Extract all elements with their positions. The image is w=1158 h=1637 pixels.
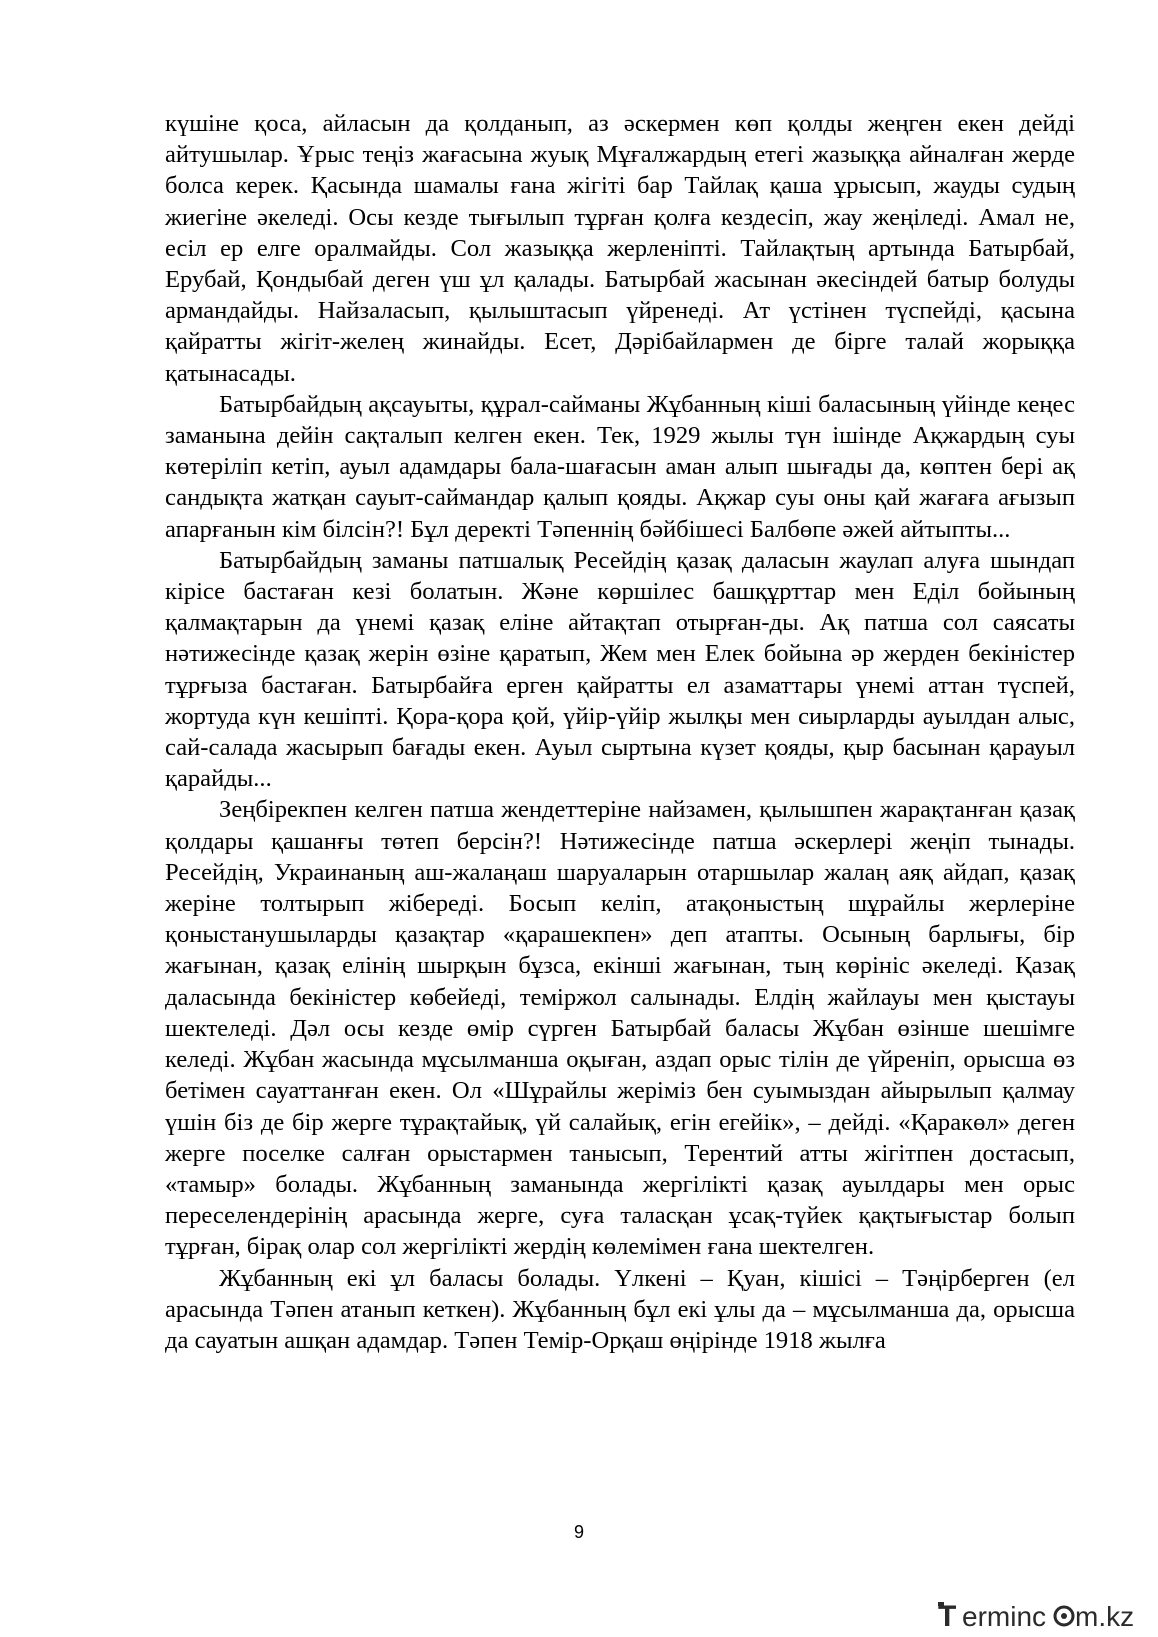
svg-text:erminc: erminc: [962, 1601, 1047, 1632]
svg-text:m.kz: m.kz: [1075, 1601, 1135, 1632]
document-body: [165, 108, 1075, 1356]
paragraph-2: Батырбайдың ақсауыты, құрал-сайманы Жұбанның кіші баласының үйінде кеңес заманына дейін сақталып келген екен. Тек, 1929 жылы түн ішінде Ақжардың суы көтеріліп кетіп, ауыл адамдары бала-шағасын аман алып шығады да, көптен бері ақ сандықта жатқан сауыт-саймандар қалып қояды. Ақжар суы оны қай жағаға ағызып апарғанын кім білсін?! Бұл деректі Тәпеннің бәйбішесі Балбөпе әжей айтыпты...: [165, 390, 1075, 543]
paragraph-4: Зеңбірекпен келген патша жендеттеріне найзамен, қылышпен жарақтанған қазақ қолдары қашанғы төтеп берсін?! Нәтижесінде патша әскерлері жеңіп тынады. Ресейдің, Украинаның аш-жалаңаш шаруаларын отаршылар жалаң аяқ айдап, қазақ жеріне толтырып жібереді. Босып келіп, атақоныстың шұрайлы жерлеріне қоныстанушыларды қазақтар «қарашекпен» деп атапты. Осының барлығы, бір жағынан, қазақ елінің шырқын бұзса, екінші жағынан, тың көрініс әкеледі. Қазақ даласында бекіністер көбейеді, теміржол салынады. Елдің жайлауы мен қыстауы шектеледі. Дәл осы кезде өмір сүрген Батырбай баласы Жұбан өзінше шешімге келеді. Жұбан жасында мұсылманша оқыған, аздап орыс тілін де үйреніп, орысша өз бетімен сауаттанған екен. Ол «Шұрайлы жеріміз бен суымыздан айырылып қалмау үшін біз де бір жерге тұрақтайық, үй салайық, егін егейік», – дейді. «Қаракөл» деген жерге поселке салған орыстармен танысып, Терентий атты жігітпен достасып, «тамыр» болады. Жұбанның заманында жергілікті қазақ ауылдары мен орыс переселендерінің арасында жерге, суға таласқан ұсақ-түйек қақтығыстар болып тұрған, бірақ олар сол жергілікті жердің көлемімен ғана шектелген.: [165, 796, 1075, 1261]
page-number: 9: [573, 1522, 584, 1542]
paragraph-1: күшіне қоса, айласын да қолданып, аз әскермен көп қолды жеңген екен дейді айтушылар. Ұрыс теңіз жағасына жуық Мұғалжардың етегі жазыққа айналған жерде болса керек. Қасында шамалы ғана жігіті бар Тайлақ қаша ұрысып, жауды судың жиегіне әкеледі. Осы кезде тығылып тұрған қолға кездесіп, жау жеңіледі. Амал не, есіл ер елге оралмайды. Сол жазыққа жерленіпті. Тайлақтың артында Батырбай, Ерубай, Қондыбай деген үш ұл қалады. Батырбай жасынан әкесіндей батыр болуды армандайды. Найзаласып, қылыштасып үйренеді. Ат үстінен түспейді, қасына қайратты жігіт-желең жинайды. Есет, Дәрібайлармен де бірге талай жорыққа қатынасады.: [165, 110, 1075, 387]
svg-text:T: T: [938, 1600, 957, 1633]
termincom-logo-icon: [938, 1596, 1148, 1634]
paragraph-3: Батырбайдың заманы патшалық Ресейдің қазақ даласын жаулап алуға шындап кірісе бастаған кезі болатын. Және көршілес башқұрттар мен Еділ бойының қалмақтарын да үнемі қазақ еліне айтақтап отырған-ды. Ақ патша сол саясаты нәтижесінде қазақ жерін өзіне қаратып, Жем мен Елек бойына әр жерден бекіністер тұрғыза бастаған. Батырбайға ерген қайратты ел азаматтары үнемі аттан түспей, жортуда күн кешіпті. Қора-қора қой, үйір-үйір жылқы мен сиырларды ауылдан алыс, сай-салада жасырып бағады екен. Ауыл сыртына күзет қояды, қыр басынан қарауыл қарайды...: [165, 546, 1075, 793]
paragraph-5: Жұбанның екі ұл баласы болады. Үлкені – Қуан, кішісі – Тәңірберген (ел арасында Тәпен атанып кеткен). Жұбанның бұл екі ұлы да – мұсылманша да, орысша да сауатын ашқан адамдар. Тәпен Темір-Орқаш өңірінде 1918 жылға: [165, 1264, 1075, 1354]
